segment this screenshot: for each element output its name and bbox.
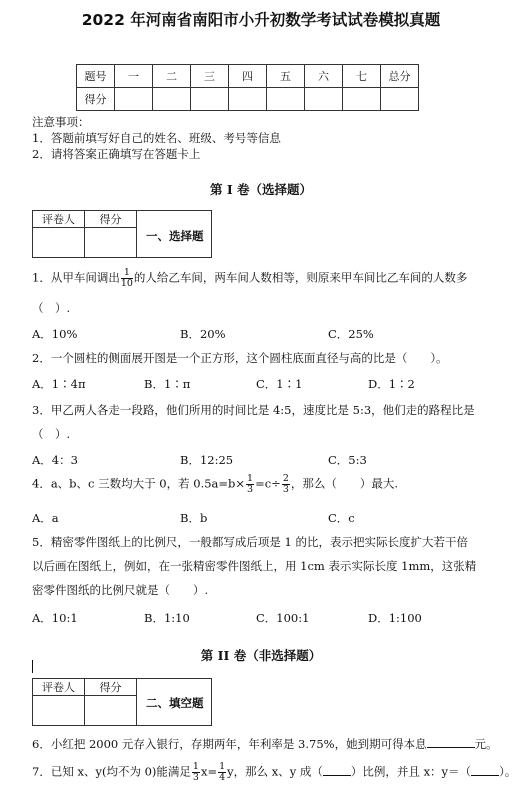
score-cell[interactable] [381, 88, 419, 111]
q4-fraction-1 [246, 474, 254, 495]
q1-suffix: 的人给乙车间，两车间人数相等，则原来甲车间比乙车间的人数多 [133, 270, 468, 285]
q5-option-a[interactable]: A．10:1 [32, 611, 78, 625]
question-4 [32, 474, 398, 495]
grader-label: 评卷人 [33, 679, 85, 696]
score-header-cell: 题号 [77, 65, 115, 88]
score-header-cell: 三 [191, 65, 229, 88]
page-title: 2022 年河南省南阳市小升初数学考试试卷模拟真题 [81, 11, 441, 29]
question-5-line-1: 5．精密零件图纸上的比例尺，一般都写成后项是 1 的比，表示把实际长度扩大若干倍 [32, 535, 468, 549]
part1-title: 第 I 卷（选择题） [209, 182, 313, 197]
q4-option-b[interactable]: B．b [180, 511, 208, 525]
q3-line2: （ ）. [32, 427, 71, 441]
grader-cell[interactable] [85, 228, 137, 258]
question-1 [32, 268, 467, 289]
q2-option-b[interactable]: B．1∶π [144, 377, 191, 391]
score-header-cell: 总分 [381, 65, 419, 88]
score-cell[interactable] [229, 88, 267, 111]
grader-table-2 [32, 678, 137, 726]
part2-title: 第 II 卷（非选择题） [200, 648, 322, 663]
question-5-line-2: 以后画在图纸上，例如，在一张精密零件图纸上，用 1cm 表示实际长度 1mm，这张精 [32, 559, 477, 573]
grader-label: 得分 [85, 211, 137, 228]
text-cursor [32, 660, 33, 673]
score-cell[interactable] [267, 88, 305, 111]
q1-prefix: 1．从甲车间调出 [32, 270, 120, 285]
q4-frac2-den: 3 [282, 484, 289, 495]
q7-prefix: 7．已知 x、y(均不为 0)能满足 [32, 764, 191, 779]
q6-suffix: 元。 [474, 737, 498, 751]
score-row-label: 得分 [77, 88, 115, 111]
score-cell[interactable] [191, 88, 229, 111]
note-item: 1．答题前填写好自己的姓名、班级、考号等信息 [32, 131, 281, 145]
q7-mid3: ）比例，并且 x：y＝（ [350, 764, 472, 779]
q7-mid2: y，那么 x、y 成（ [227, 764, 323, 779]
q7-suffix: ）。 [499, 764, 517, 779]
q7-fraction-2 [218, 762, 226, 783]
grader-cell[interactable] [33, 228, 85, 258]
score-cell[interactable] [153, 88, 191, 111]
q4-option-a[interactable]: A．a [32, 511, 59, 525]
score-cell[interactable] [343, 88, 381, 111]
q4-mid: =c÷ [255, 476, 281, 491]
question-7 [32, 762, 516, 783]
section-label-2: 二、填空题 [146, 696, 204, 710]
q1-frac-den: 10 [120, 278, 133, 289]
q2-option-d[interactable]: D．1∶2 [368, 377, 415, 391]
q7-mid1: x= [200, 764, 218, 779]
q3-option-b[interactable]: B．12:25 [180, 453, 234, 467]
section-label: 一、选择题 [146, 229, 204, 243]
q2-option-c[interactable]: C．1∶1 [256, 377, 303, 391]
q4-fraction-2 [282, 474, 290, 495]
q4-frac2-num: 2 [282, 473, 289, 484]
question-2: 2．一个圆柱的侧面展开图是一个正方形，这个圆柱底面直径与高的比是（ ）。 [32, 351, 448, 365]
score-header-cell: 二 [153, 65, 191, 88]
q5-option-d[interactable]: D．1:100 [368, 611, 422, 625]
grader-cell[interactable] [85, 696, 137, 726]
q1-option-c[interactable]: C．25% [328, 327, 374, 341]
q1-option-a[interactable]: A．10% [32, 327, 78, 341]
score-table-score-row [77, 88, 419, 111]
score-header-cell: 五 [267, 65, 305, 88]
q7-f2-num: 1 [219, 761, 226, 772]
score-cell[interactable] [115, 88, 153, 111]
q7-f1-num: 1 [192, 761, 199, 772]
score-cell[interactable] [305, 88, 343, 111]
q4-option-c[interactable]: C．c [328, 511, 355, 525]
q4-suffix: ，那么（ ）最大. [290, 476, 399, 491]
grader-label: 得分 [85, 679, 137, 696]
q1-option-b[interactable]: B．20% [180, 327, 226, 341]
q7-answer-blank-2[interactable] [471, 766, 499, 776]
q4-prefix: 4．a、b、c 三数均大于 0，若 0.5a=b× [32, 476, 246, 491]
q3-option-a[interactable]: A．4：3 [32, 453, 78, 467]
note-item: 2．请将答案正确填写在答题卡上 [32, 147, 201, 161]
q1-frac-num: 1 [121, 268, 133, 279]
q7-f2-den: 4 [219, 772, 226, 783]
question-6 [32, 736, 498, 752]
q5-option-c[interactable]: C．100:1 [256, 611, 310, 625]
grader-label: 评卷人 [33, 211, 85, 228]
score-table [76, 64, 419, 111]
q7-answer-blank-1[interactable] [323, 766, 351, 776]
question-5-line-3: 密零件图纸的比例尺就是（ ）. [32, 583, 209, 597]
grader-cell[interactable] [33, 696, 85, 726]
q1-fraction [121, 268, 133, 289]
q1-line2: （ ）. [32, 301, 71, 315]
q5-option-b[interactable]: B．1:10 [144, 611, 190, 625]
question-3: 3．甲乙两人各走一段路，他们所用的时间比是 4:5，速度比是 5:3，他们走的路程比是 [32, 403, 475, 417]
score-header-cell: 四 [229, 65, 267, 88]
q4-frac1-den: 3 [247, 484, 254, 495]
q7-f1-den: 3 [192, 772, 199, 783]
score-header-cell: 六 [305, 65, 343, 88]
notes-heading: 注意事项： [32, 115, 90, 129]
q3-option-c[interactable]: C．5:3 [328, 453, 367, 467]
q4-frac1-num: 1 [247, 473, 254, 484]
grader-table [32, 210, 137, 258]
score-header-cell: 一 [115, 65, 153, 88]
q2-option-a[interactable]: A．1∶4π [32, 377, 86, 391]
q6-prefix: 6．小红把 2000 元存入银行，存期两年，年利率是 3.75%，她到期可得本息 [32, 737, 427, 751]
score-header-cell: 七 [343, 65, 381, 88]
score-table-header-row [77, 65, 419, 88]
q6-answer-blank[interactable] [427, 738, 475, 748]
q7-fraction-1 [192, 762, 200, 783]
